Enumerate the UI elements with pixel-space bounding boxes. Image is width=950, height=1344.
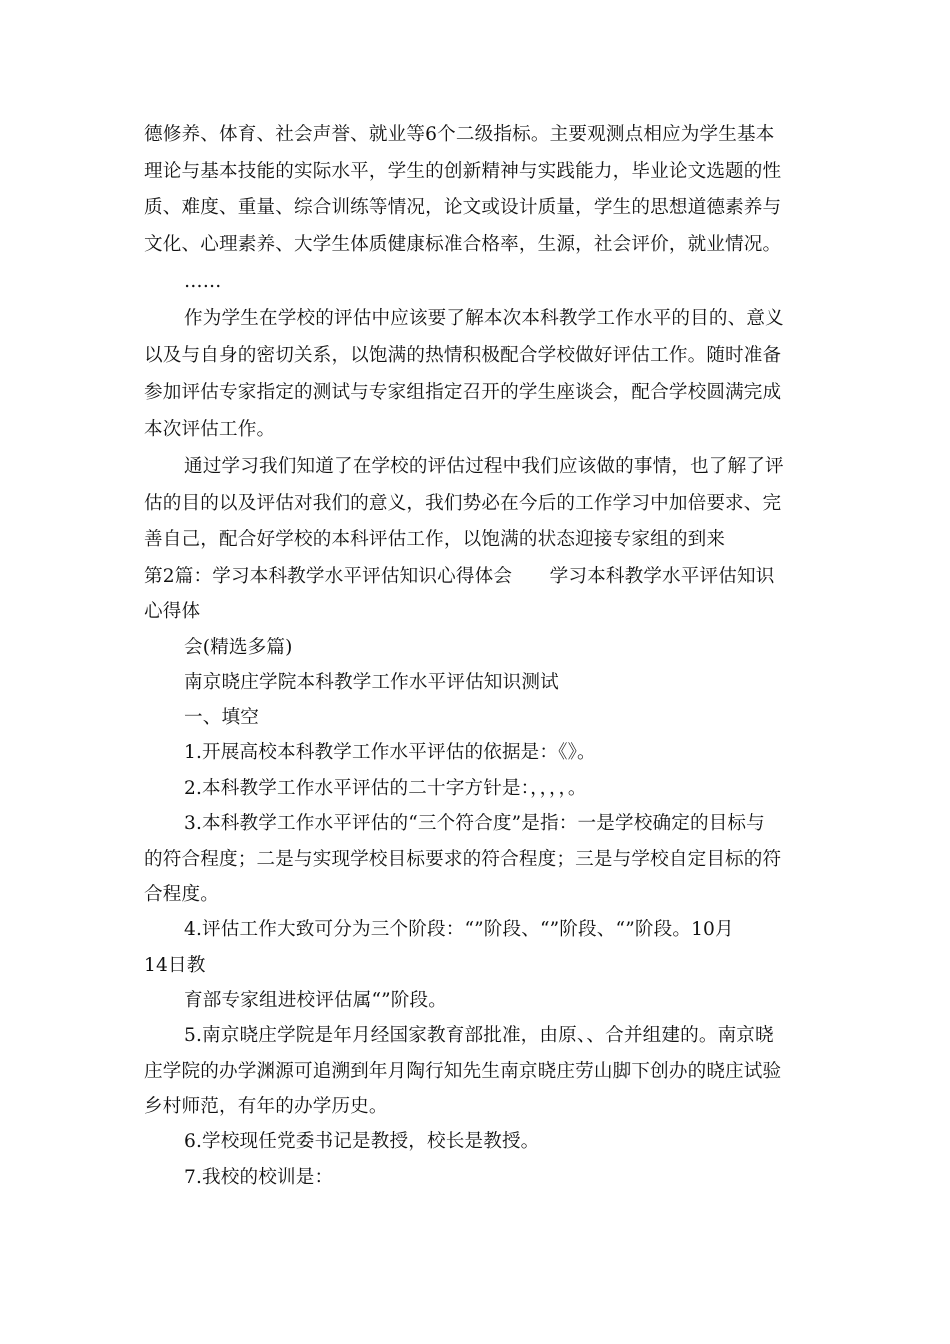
- text-line: 估的目的以及评估对我们的意义，我们势必在今后的工作学习中加倍要求、完: [144, 493, 782, 514]
- question-line: 乡村师范，有年的办学历史。: [144, 1096, 388, 1117]
- text-line: 善自己，配合好学校的本科评估工作，以饱满的状态迎接专家组的到来: [144, 529, 726, 550]
- question-line: 育部专家组进校评估属“”阶段。: [184, 990, 447, 1011]
- question-line: 1.开展高校本科教学工作水平评估的依据是：《》。: [184, 742, 596, 763]
- text-line: 质、难度、重量、综合训练等情况，论文或设计质量，学生的思想道德素养与: [144, 197, 782, 218]
- question-line: 7.我校的校训是：: [184, 1167, 334, 1188]
- question-line: 3.本科教学工作水平评估的“三个符合度”是指：一是学校确定的目标与: [184, 813, 765, 834]
- text-line: 参加评估专家指定的测试与专家组指定召开的学生座谈会，配合学校圆满完成: [144, 382, 782, 403]
- question-line: 合程度。: [144, 884, 219, 905]
- text-line: 理论与基本技能的实际水平，学生的创新精神与实践能力，毕业论文选题的性: [144, 161, 782, 182]
- text-line: 作为学生在学校的评估中应该要了解本次本科教学工作水平的目的、意义: [184, 308, 784, 329]
- text-line: 本次评估工作。: [144, 419, 276, 440]
- text-line: 通过学习我们知道了在学校的评估过程中我们应该做的事情，也了解了评: [184, 456, 784, 477]
- section-heading: 第2篇：学习本科教学水平评估知识心得体会 学习本科教学水平评估知识: [144, 566, 775, 587]
- test-title: 南京晓庄学院本科教学工作水平评估知识测试: [184, 672, 559, 693]
- part-heading: 一、填空: [184, 707, 259, 728]
- ellipsis-line: ……: [184, 271, 222, 292]
- text-line: 会(精选多篇): [184, 637, 293, 658]
- text-line: 文化、心理素养、大学生体质健康标准合格率，生源，社会评价，就业情况。: [144, 234, 782, 255]
- question-line: 5.南京晓庄学院是年月经国家教育部批准，由原、、合并组建的。南京晓: [184, 1025, 774, 1046]
- text-line: 德修养、体育、社会声誉、就业等6个二级指标。主要观测点相应为学生基本: [144, 124, 775, 145]
- section-heading: 心得体: [144, 601, 201, 622]
- question-line: 6.学校现任党委书记是教授，校长是教授。: [184, 1131, 540, 1152]
- text-line: 以及与自身的密切关系，以饱满的热情积极配合学校做好评估工作。随时准备: [144, 345, 782, 366]
- question-line: 的符合程度；二是与实现学校目标要求的符合程度；三是与学校自定目标的符: [144, 849, 782, 870]
- question-line: 14日教: [144, 955, 206, 976]
- question-line: 4.评估工作大致可分为三个阶段：“”阶段、“”阶段、“”阶段。10月: [184, 919, 734, 940]
- question-line: 2.本科教学工作水平评估的二十字方针是：，，，，。: [184, 778, 587, 799]
- question-line: 庄学院的办学渊源可追溯到年月陶行知先生南京晓庄劳山脚下创办的晓庄试验: [144, 1061, 782, 1082]
